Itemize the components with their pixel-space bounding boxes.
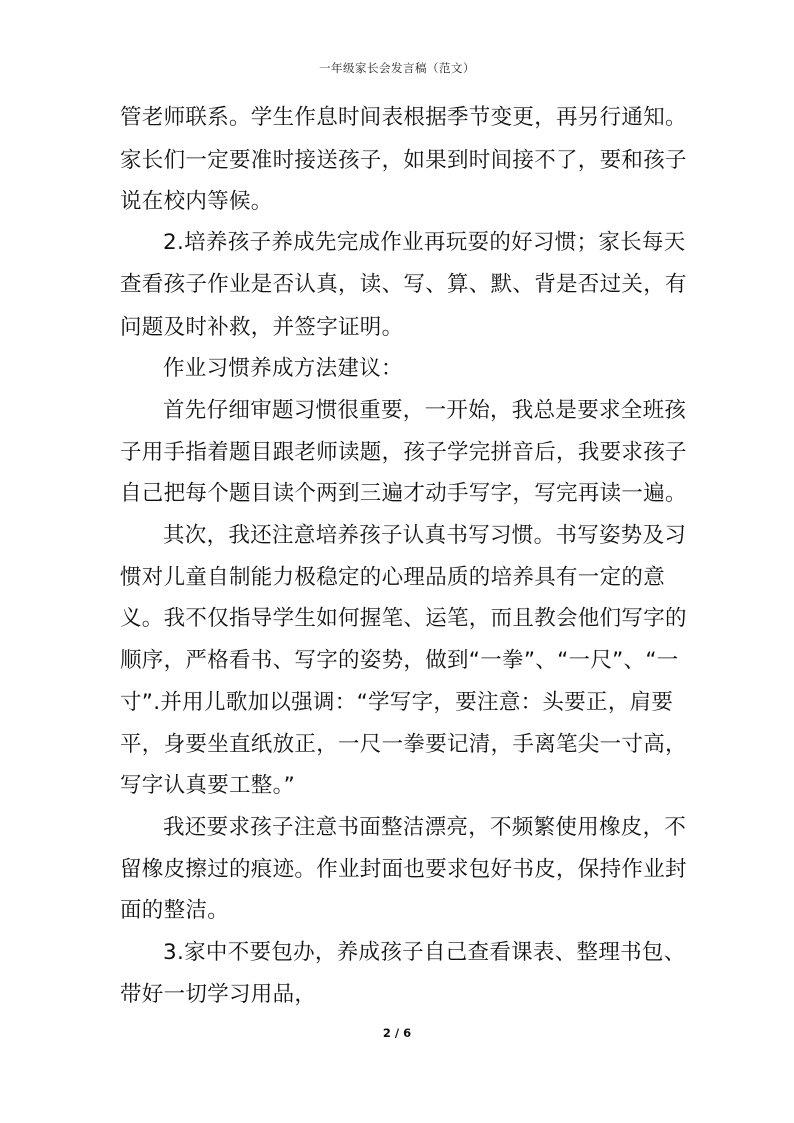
text-line: 我还要求孩子注意书面整洁漂亮，不频繁使用橡皮，不	[163, 815, 687, 840]
page-number: 2 / 6	[382, 1026, 412, 1040]
text-line: 带好一切学习用品，	[120, 982, 317, 1007]
text-line: 2.培养孩子养成先完成作业再玩耍的好习惯；家长每天	[163, 230, 686, 255]
header-title: 一年级家长会发言稿（范文）	[319, 61, 475, 75]
text-line: 写字认真要工整。”	[120, 773, 296, 798]
text-line: 问题及时补救，并签字证明。	[120, 315, 404, 340]
text-line: 3.家中不要包办，养成孩子自己查看课表、整理书包、	[163, 940, 686, 965]
text-line: 其次，我还注意培养孩子认真书写习惯。书写姿势及习	[163, 523, 687, 548]
section-heading: 作业习惯养成方法建议：	[163, 356, 403, 381]
text-line: 子用手指着题目跟老师读题，孩子学完拼音后，我要求孩子	[120, 440, 687, 465]
text-line: 顺序，严格看书、写字的姿势，做到“一拳”、“一尺”、“一	[120, 648, 679, 673]
text-line: 自己把每个题目读个两到三遍才动手写字，写完再读一遍。	[120, 481, 687, 506]
text-line: 义。我不仅指导学生如何握笔、运笔，而且教会他们写字的	[120, 606, 687, 631]
text-line: 留橡皮擦过的痕迹。作业封面也要求包好书皮，保持作业封	[120, 857, 687, 882]
text-line: 面的整洁。	[120, 898, 230, 923]
text-line: 查看孩子作业是否认真，读、写、算、默、背是否过关，有	[120, 272, 687, 297]
text-line: 首先仔细审题习惯很重要，一开始，我总是要求全班孩	[163, 398, 687, 423]
text-line: 惯对儿童自制能力极稳定的心理品质的培养具有一定的意	[120, 565, 666, 590]
text-line: 平，身要坐直纸放正，一尺一拳要记清，手离笔尖一寸高，	[120, 732, 687, 757]
text-line: 家长们一定要准时接送孩子，如果到时间接不了，要和孩子	[120, 148, 687, 173]
text-line: 管老师联系。学生作息时间表根据季节变更，再另行通知。	[120, 105, 687, 130]
text-line: 寸”.并用儿歌加以强调：“学写字，要注意：头要正，肩要	[120, 690, 674, 715]
text-line: 说在校内等候。	[120, 189, 273, 214]
